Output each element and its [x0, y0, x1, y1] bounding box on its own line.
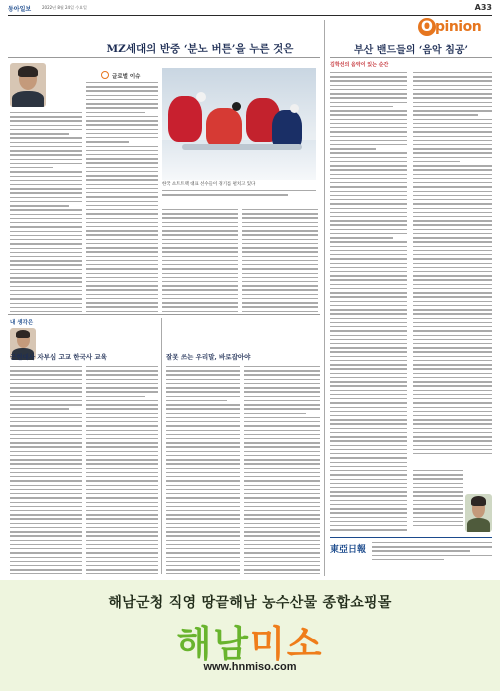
column-label: 글로벌 이슈 [112, 74, 141, 80]
short-track-photo [162, 68, 316, 180]
column-bullet-icon [101, 71, 109, 79]
page-number: A33 [474, 3, 492, 12]
paper-name: 동아일보 [8, 6, 32, 13]
column-divider [324, 20, 325, 576]
right-headline: 부산 밴드들의 ‘음악 침공’ [353, 45, 468, 56]
right-author-photo [465, 494, 492, 532]
bottom-left-column-1 [10, 366, 82, 574]
bottom-column-divider [161, 318, 162, 574]
publisher-logo: 東亞日報 [330, 545, 367, 555]
ad-title: 해남군청 직영 땅끝해남 농수산물 종합쇼핑몰 [108, 595, 392, 611]
main-headline-rule [8, 57, 320, 58]
bottom-middle-column-1 [166, 366, 240, 574]
bottom-middle-column-2 [244, 366, 320, 574]
photo-caption-text: 한국 쇼트트랙 대표 선수들이 경기를 펼치고 있다 [162, 182, 256, 187]
bottom-middle-headline: 잘못 쓰는 우리말, 바로잡아야 [166, 353, 251, 361]
right-article-column-1 [330, 72, 407, 534]
main-article-column-2 [86, 82, 158, 312]
right-headline-rule [330, 57, 492, 58]
opinion-section-label: 내 생각은 [10, 320, 34, 326]
ad-brand-logo [0, 616, 500, 667]
advertisement-banner[interactable] [0, 580, 500, 691]
ad-brand-part1: 해남 [176, 624, 250, 665]
right-subhead: 김학선의 음악이 있는 순간 [330, 62, 389, 68]
bottom-left-column-2 [86, 366, 158, 574]
author-photo [10, 63, 46, 107]
right-article-column-2 [413, 72, 492, 466]
bottom-left-headline: 근현대사 자부심 고교 한국사 교육 [10, 353, 107, 361]
main-article-column-1 [10, 112, 82, 312]
bottom-row-rule [8, 314, 320, 315]
opinion-section-logo [418, 16, 492, 38]
date-line: 2022년 8월 24일 수요일 [42, 5, 87, 10]
photo-caption [162, 182, 316, 206]
main-article-column-3 [162, 209, 238, 312]
publisher-credit-box [330, 537, 492, 578]
opinion-o-icon: O [418, 18, 436, 36]
opinion-label: pinion [435, 19, 482, 35]
main-article-column-4 [242, 209, 318, 312]
ad-brand-part2: 미소 [250, 624, 324, 665]
main-headline: MZ세대의 반중 ‘분노 버튼’을 누른 것은 [106, 43, 294, 55]
ad-url-link[interactable]: www.hnmiso.com [203, 661, 297, 673]
right-article-column-2-end [413, 470, 463, 532]
